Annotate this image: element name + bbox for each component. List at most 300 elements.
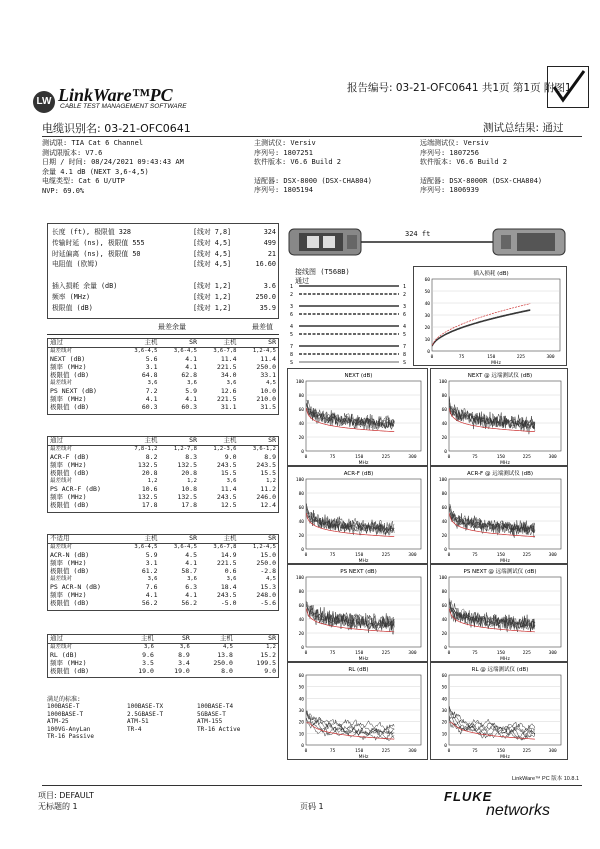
x-tick-label: 225: [381, 455, 390, 460]
cell-value: 60.3: [181, 403, 197, 412]
standard-item: TR-4: [127, 725, 142, 733]
standard-item: 100BASE-TX: [127, 703, 164, 711]
margin-table-grid: [48, 635, 278, 676]
y-tick-label: 0: [301, 450, 304, 455]
x-tick-label: 150: [487, 355, 496, 360]
chart-psnext: [287, 564, 428, 662]
x-tick-label: 150: [496, 553, 505, 558]
y-tick-label: 60: [441, 604, 447, 609]
cell-value: -2.8: [260, 566, 276, 575]
cell-value: 18.4: [220, 582, 237, 591]
table-row: [48, 404, 278, 412]
cell-value: 13.8: [217, 650, 233, 659]
row-label: 极限值 (dB): [50, 403, 90, 412]
divider: [42, 136, 582, 137]
x-axis-label: MHz: [358, 559, 369, 564]
logo-title: LinkWare™PC: [58, 85, 173, 105]
row-label: 极限值 (dB): [50, 468, 90, 477]
x-tick-label: 75: [329, 749, 336, 754]
table-col-header: 主机: [120, 635, 156, 643]
y-tick-label: 10: [298, 732, 304, 738]
row-label: 最差线对: [50, 348, 73, 355]
remote-adapter-serial: 序列号: 1806939: [420, 186, 479, 194]
table-row: [48, 643, 278, 651]
x-tick-label: 0: [447, 749, 451, 754]
row-label: 极限值 (dB): [50, 566, 90, 575]
cell-value: 5.9: [185, 386, 197, 395]
chart-svg: [288, 369, 429, 467]
chart-title: RL @ 远端测试仪 (dB): [471, 667, 529, 673]
x-axis-label: MHz: [491, 361, 501, 366]
x-tick-label: 300: [408, 749, 417, 754]
plot-area: [306, 479, 421, 549]
summary-pair: [线对 4,5]: [193, 260, 232, 269]
cell-value: 132.5: [137, 460, 158, 469]
table-row: [48, 600, 278, 608]
standard-item: 100VG-AnyLan: [47, 725, 91, 733]
cell-value: 12.4: [260, 501, 276, 510]
table-col-header: SR: [160, 535, 200, 543]
main-tester: 主测试仪: Versiv: [254, 139, 316, 147]
chart-svg: [288, 565, 429, 663]
cell-value: 221.5: [216, 558, 237, 567]
chart-title: PS NEXT @ 远端测试仪 (dB): [463, 569, 537, 575]
y-tick-label: 10: [441, 732, 447, 738]
x-tick-label: 150: [355, 455, 364, 460]
cell-value: 3,6-4,5: [134, 544, 158, 551]
cell-value: 243.5: [256, 460, 276, 469]
y-tick-label: 80: [441, 492, 447, 497]
cell-value: 3,6-4,5: [173, 544, 197, 551]
pin-label-left: 1: [290, 284, 294, 290]
standard-item: 5GBASE-T: [197, 710, 226, 718]
table-col-header: SR: [239, 535, 279, 543]
chart-title: NEXT (dB): [344, 373, 373, 379]
x-tick-label: 225: [381, 749, 390, 754]
table-col-header: 主机: [120, 535, 160, 543]
cell-value: 243.5: [216, 460, 237, 469]
software-version: LinkWare™ PC 版本 10.8.1: [512, 776, 580, 782]
y-tick-label: 30: [298, 709, 304, 714]
y-tick-label: 100: [295, 380, 304, 385]
y-tick-label: 80: [441, 590, 447, 595]
standards-block: [47, 696, 277, 740]
chart-svg: [431, 467, 569, 565]
row-label: 最差线对: [50, 644, 73, 651]
x-tick-label: 300: [548, 749, 557, 754]
cell-value: 5.9: [145, 550, 158, 559]
row-label: 极限值 (dB): [50, 599, 90, 608]
checkmark-icon: [548, 67, 588, 107]
y-tick-label: 20: [298, 632, 304, 637]
pin-label-right: 3: [403, 304, 407, 310]
table-row: [48, 668, 278, 676]
x-tick-label: 150: [496, 651, 505, 656]
cell-value: 248.0: [256, 591, 276, 599]
table-col-header: SR: [239, 437, 279, 445]
cell-value: 250.0: [256, 362, 276, 371]
pin-label-left: 2: [290, 292, 294, 298]
date-time: 日期 / 时间: 08/24/2021 09:43:43 AM: [42, 158, 184, 166]
y-tick-label: 80: [298, 590, 304, 595]
cell-value: 3.5: [142, 658, 154, 667]
x-tick-label: 0: [304, 749, 308, 754]
cell-value: 3.4: [178, 658, 190, 667]
pin-label-right: 4: [403, 324, 407, 330]
main-adapter: 适配器: DSX-8000 (DSX-CHA804): [254, 176, 372, 185]
x-tick-label: 150: [355, 651, 364, 656]
y-tick-label: 30: [441, 709, 447, 714]
y-tick-label: 50: [441, 685, 447, 691]
cell-value: 3,6: [143, 644, 154, 651]
cell-value: 4.1: [145, 591, 158, 599]
y-tick-label: 20: [298, 534, 304, 539]
cell-value: 15.2: [260, 650, 276, 659]
summary-value: 21: [267, 249, 276, 258]
remote-tester: 远端测试仪: Versiv: [420, 139, 489, 147]
summary-pair: [线对 4,5]: [193, 249, 232, 258]
cell-value: 62.8: [181, 370, 197, 379]
y-tick-label: 50: [298, 685, 304, 691]
cell-value: 1,2: [147, 478, 158, 485]
row-label: 频率 (MHz): [50, 460, 87, 469]
cell-value: 31.1: [220, 403, 237, 412]
cell-value: 12.6: [220, 386, 237, 395]
x-tick-label: 300: [548, 455, 557, 460]
cell-value: 58.7: [181, 566, 197, 575]
row-label: ACR-F (dB): [50, 452, 90, 461]
y-tick-label: 20: [424, 326, 430, 331]
limit-version: 测试限版本: V7.6: [42, 148, 103, 157]
cell-value: 9.6: [142, 650, 154, 659]
summary-value: 250.0: [255, 292, 276, 301]
pin-label-right: 5: [403, 332, 407, 338]
x-tick-label: 0: [304, 553, 308, 558]
cable-id: 电缆识别名: 03-21-OFC0641: [42, 122, 191, 135]
report-number: 报告编号: 03-21-OFC0641 共1页 第1页 附图1: [347, 82, 572, 94]
cable-type: 电缆类型: Cat 6 U/UTP: [42, 177, 125, 185]
cell-value: 11.4: [260, 354, 276, 363]
x-tick-label: 300: [408, 651, 417, 656]
summary-pair: [线对 7,8]: [193, 228, 232, 236]
cell-value: 61.2: [141, 566, 158, 575]
standards-title: 满足的标准:: [47, 696, 81, 703]
pin-label-left: 4: [290, 324, 294, 330]
y-tick-label: 100: [438, 478, 447, 483]
cell-value: 20.8: [181, 468, 197, 477]
table-row: [48, 470, 278, 478]
x-tick-label: 225: [522, 651, 531, 656]
wiremap: [287, 268, 412, 368]
x-tick-label: 150: [355, 553, 364, 558]
chart-next: [287, 368, 428, 466]
standard-item: ATM-51: [127, 718, 149, 726]
chart-title: 插入损耗 (dB): [473, 271, 509, 277]
plot-area: [306, 577, 421, 647]
x-tick-label: 0: [304, 455, 308, 460]
y-tick-label: 60: [441, 674, 447, 679]
cell-value: 132.5: [177, 493, 197, 501]
y-tick-label: 30: [424, 314, 430, 319]
x-axis-label: MHz: [358, 755, 369, 760]
cell-value: 15.3: [260, 582, 276, 591]
y-tick-label: 40: [298, 422, 304, 427]
untitled-label: 无标题的 1: [38, 802, 78, 811]
chart-rl: [287, 662, 428, 760]
cell-value: 4.5: [185, 550, 197, 559]
cell-value: 8.9: [178, 650, 190, 659]
row-label: RL (dB): [50, 650, 78, 659]
cell-value: 64.8: [141, 370, 158, 379]
cell-value: 5.6: [145, 354, 158, 363]
x-tick-label: 225: [516, 355, 525, 360]
y-tick-label: 40: [424, 302, 430, 307]
margin-table: [47, 338, 279, 415]
y-tick-label: 40: [441, 697, 447, 703]
x-tick-label: 225: [522, 455, 531, 460]
cell-value: 6.3: [185, 582, 197, 591]
logo-subtitle: CABLE TEST MANAGEMENT SOFTWARE: [60, 103, 187, 110]
cell-value: 246.0: [256, 493, 276, 501]
cell-value: 3,6-7,8: [213, 544, 237, 551]
nvp: NVP: 69.0%: [42, 186, 85, 195]
pin-label-right: 8: [403, 352, 407, 358]
table-col-header: 主机: [120, 339, 160, 347]
y-tick-label: 0: [301, 744, 304, 749]
cell-value: 199.5: [256, 658, 276, 667]
x-axis-label: MHz: [500, 559, 510, 564]
cell-value: 19.0: [174, 666, 190, 675]
y-tick-label: 60: [298, 674, 304, 679]
standard-item: 1000BASE-T: [47, 710, 84, 718]
cell-value: 0.6: [224, 566, 237, 575]
pin-label-right: 7: [403, 344, 407, 350]
summary-pair: [线对 1,2]: [193, 282, 232, 290]
summary-label: 极限值 (dB): [52, 303, 93, 312]
cell-value: 10.8: [181, 484, 197, 493]
summary-value: 35.9: [259, 303, 276, 312]
x-tick-label: 300: [548, 651, 557, 656]
table-col-header: SR: [160, 437, 200, 445]
row-label: 最差线对: [50, 544, 73, 551]
divider: [47, 334, 279, 335]
x-tick-label: 75: [472, 455, 478, 460]
x-tick-label: 75: [329, 553, 336, 558]
remote-serial: 序列号: 1807256: [420, 148, 479, 157]
table-status: 通过: [48, 635, 120, 643]
standard-item: TR-16 Passive: [47, 733, 94, 741]
cell-value: 250.0: [256, 558, 276, 567]
y-tick-label: 40: [298, 520, 304, 525]
cell-value: 17.8: [181, 501, 197, 510]
cell-value: 20.8: [141, 468, 158, 477]
x-tick-label: 225: [381, 553, 390, 558]
row-label: 最差线对: [50, 446, 73, 453]
cell-value: 4.1: [185, 558, 197, 567]
y-tick-label: 100: [438, 576, 447, 581]
x-tick-label: 0: [447, 651, 451, 656]
series-line: [432, 311, 530, 347]
y-tick-label: 80: [441, 394, 447, 399]
table-status: 通过: [48, 339, 120, 347]
cell-value: 3,6: [226, 576, 237, 583]
cell-value: 3,6-1,2: [252, 446, 276, 453]
pass-checkbox: [547, 66, 589, 108]
chart-psnext: [430, 564, 568, 662]
cell-value: 3,6: [187, 380, 197, 387]
cell-value: 132.5: [177, 460, 197, 469]
cell-value: 10.0: [260, 386, 276, 395]
y-tick-label: 0: [444, 646, 447, 651]
wiremap-status: 通过: [295, 277, 309, 285]
x-tick-label: 300: [408, 455, 417, 460]
series-line: [449, 718, 535, 738]
table-row: [48, 568, 278, 576]
margin-table: [47, 534, 279, 611]
y-tick-label: 40: [298, 618, 304, 623]
standard-item: ATM-155: [197, 718, 223, 726]
table-col-header: 主机: [199, 339, 239, 347]
y-tick-label: 0: [301, 646, 304, 651]
cell-value: 1,2-4,5: [252, 348, 276, 355]
table-col-header: 主机: [192, 635, 235, 643]
row-label: 频率 (MHz): [50, 658, 87, 667]
chart-title: NEXT @ 远端测试仪 (dB): [467, 373, 533, 379]
x-tick-label: 75: [472, 651, 478, 656]
row-label: 极限值 (dB): [50, 370, 90, 379]
page-number: 页码 1: [300, 802, 324, 811]
summary-pair: [线对 4,5]: [193, 238, 232, 247]
cell-value: 4,5: [266, 576, 276, 583]
cell-value: 4.1: [145, 395, 158, 403]
cell-value: 3,6: [147, 576, 158, 583]
cell-value: 4.1: [185, 354, 197, 363]
x-tick-label: 225: [381, 651, 390, 656]
x-tick-label: 300: [546, 355, 555, 360]
summary-pair: [线对 1,2]: [193, 292, 232, 301]
pin-label-right: 6: [403, 312, 407, 318]
x-tick-label: 0: [430, 355, 434, 360]
cell-value: 19.0: [138, 666, 154, 675]
summary-box: [47, 223, 279, 319]
y-tick-label: 0: [444, 548, 447, 553]
cell-value: 1,2: [266, 478, 276, 485]
margin-table-grid: [48, 339, 278, 412]
row-label: NEXT (dB): [50, 354, 86, 363]
table-col-header: SR: [156, 635, 192, 643]
y-tick-label: 20: [441, 720, 447, 726]
cell-value: 9.0: [264, 666, 276, 675]
chart-svg: [431, 565, 569, 663]
cell-value: 60.3: [141, 403, 158, 412]
chart-acrf: [430, 466, 568, 564]
main-unit-info: [254, 139, 372, 196]
y-tick-label: 60: [441, 408, 447, 413]
table-col-header: SR: [235, 635, 278, 643]
chart-title: PS NEXT (dB): [340, 569, 377, 575]
table-col-header: 主机: [120, 437, 160, 445]
cell-value: 15.5: [220, 468, 237, 477]
cell-value: 31.5: [260, 403, 276, 412]
test-limit: 测试限: TIA Cat 6 Channel: [42, 139, 144, 147]
test-info-left: [42, 139, 184, 196]
cell-value: 1,2: [187, 478, 197, 485]
cell-value: -5.0: [220, 599, 237, 608]
cell-value: 132.5: [137, 493, 158, 501]
y-tick-label: 20: [441, 534, 447, 539]
cell-value: 9.0: [224, 452, 237, 461]
x-axis-label: MHz: [500, 657, 510, 662]
table-col-header: 主机: [199, 437, 239, 445]
cell-value: 11.4: [220, 484, 237, 493]
cell-value: 56.2: [181, 599, 197, 608]
cell-value: 3,6-4,5: [173, 348, 197, 355]
table-status: 不适用: [48, 535, 120, 543]
x-tick-label: 75: [472, 553, 478, 558]
y-tick-label: 0: [444, 450, 447, 455]
cell-value: 4,5: [222, 644, 233, 651]
row-label: 频率 (MHz): [50, 493, 87, 501]
cell-value: -5.6: [260, 599, 276, 608]
table-col-header: SR: [239, 339, 279, 347]
series-line: [432, 310, 530, 346]
row-label: 最差线对: [50, 478, 73, 485]
x-tick-label: 75: [472, 749, 478, 754]
summary-label: 长度 (ft), 极限值 328: [52, 228, 131, 236]
table-row: [48, 372, 278, 380]
standard-item: 100BASE-T4: [197, 703, 234, 711]
x-tick-label: 150: [355, 749, 364, 754]
x-tick-label: 300: [408, 553, 417, 558]
pin-label-left: 7: [290, 344, 294, 350]
x-axis-label: MHz: [500, 461, 510, 466]
x-tick-label: 0: [304, 651, 308, 656]
x-tick-label: 75: [458, 355, 465, 360]
chart-rl: [430, 662, 568, 760]
overall-result: 测试总结果: 通过: [483, 122, 564, 134]
pin-label-left: 8: [290, 352, 294, 358]
cell-value: 243.5: [216, 591, 237, 599]
y-tick-label: 40: [441, 422, 447, 427]
y-tick-label: 20: [441, 436, 447, 441]
cell-value: 3,6: [187, 576, 197, 583]
chart-il: [413, 266, 567, 366]
cell-value: 4.1: [185, 591, 197, 599]
y-tick-label: 20: [298, 720, 304, 726]
worst-margin-header: 最差余量: [158, 324, 186, 331]
standard-item: 2.5GBASE-T: [127, 710, 164, 718]
cell-value: 8.2: [145, 452, 158, 461]
summary-value: 16.60: [255, 260, 276, 269]
x-tick-label: 300: [548, 553, 557, 558]
project-name: 项目: DEFAULT: [38, 791, 94, 800]
pin-label-left: 5: [290, 332, 294, 338]
row-label: 极限值 (dB): [50, 666, 90, 675]
wiremap-title: 接线图 (T568B): [295, 268, 350, 276]
main-software: 软件版本: V6.6 Build 2: [254, 158, 342, 166]
cell-value: 7,8-1,2: [134, 446, 158, 453]
row-label: 频率 (MHz): [50, 395, 87, 403]
cell-value: 14.9: [220, 550, 237, 559]
y-tick-label: 20: [298, 436, 304, 441]
headroom: 余量 4.1 dB (NEXT 3,6-4,5): [42, 167, 149, 176]
cell-value: 1,2: [266, 644, 276, 651]
x-tick-label: 0: [447, 455, 451, 460]
cell-value: 3,6-7,8: [213, 348, 237, 355]
cell-value: 221.5: [216, 395, 237, 403]
y-tick-label: 40: [441, 618, 447, 623]
series-line: [432, 310, 530, 346]
